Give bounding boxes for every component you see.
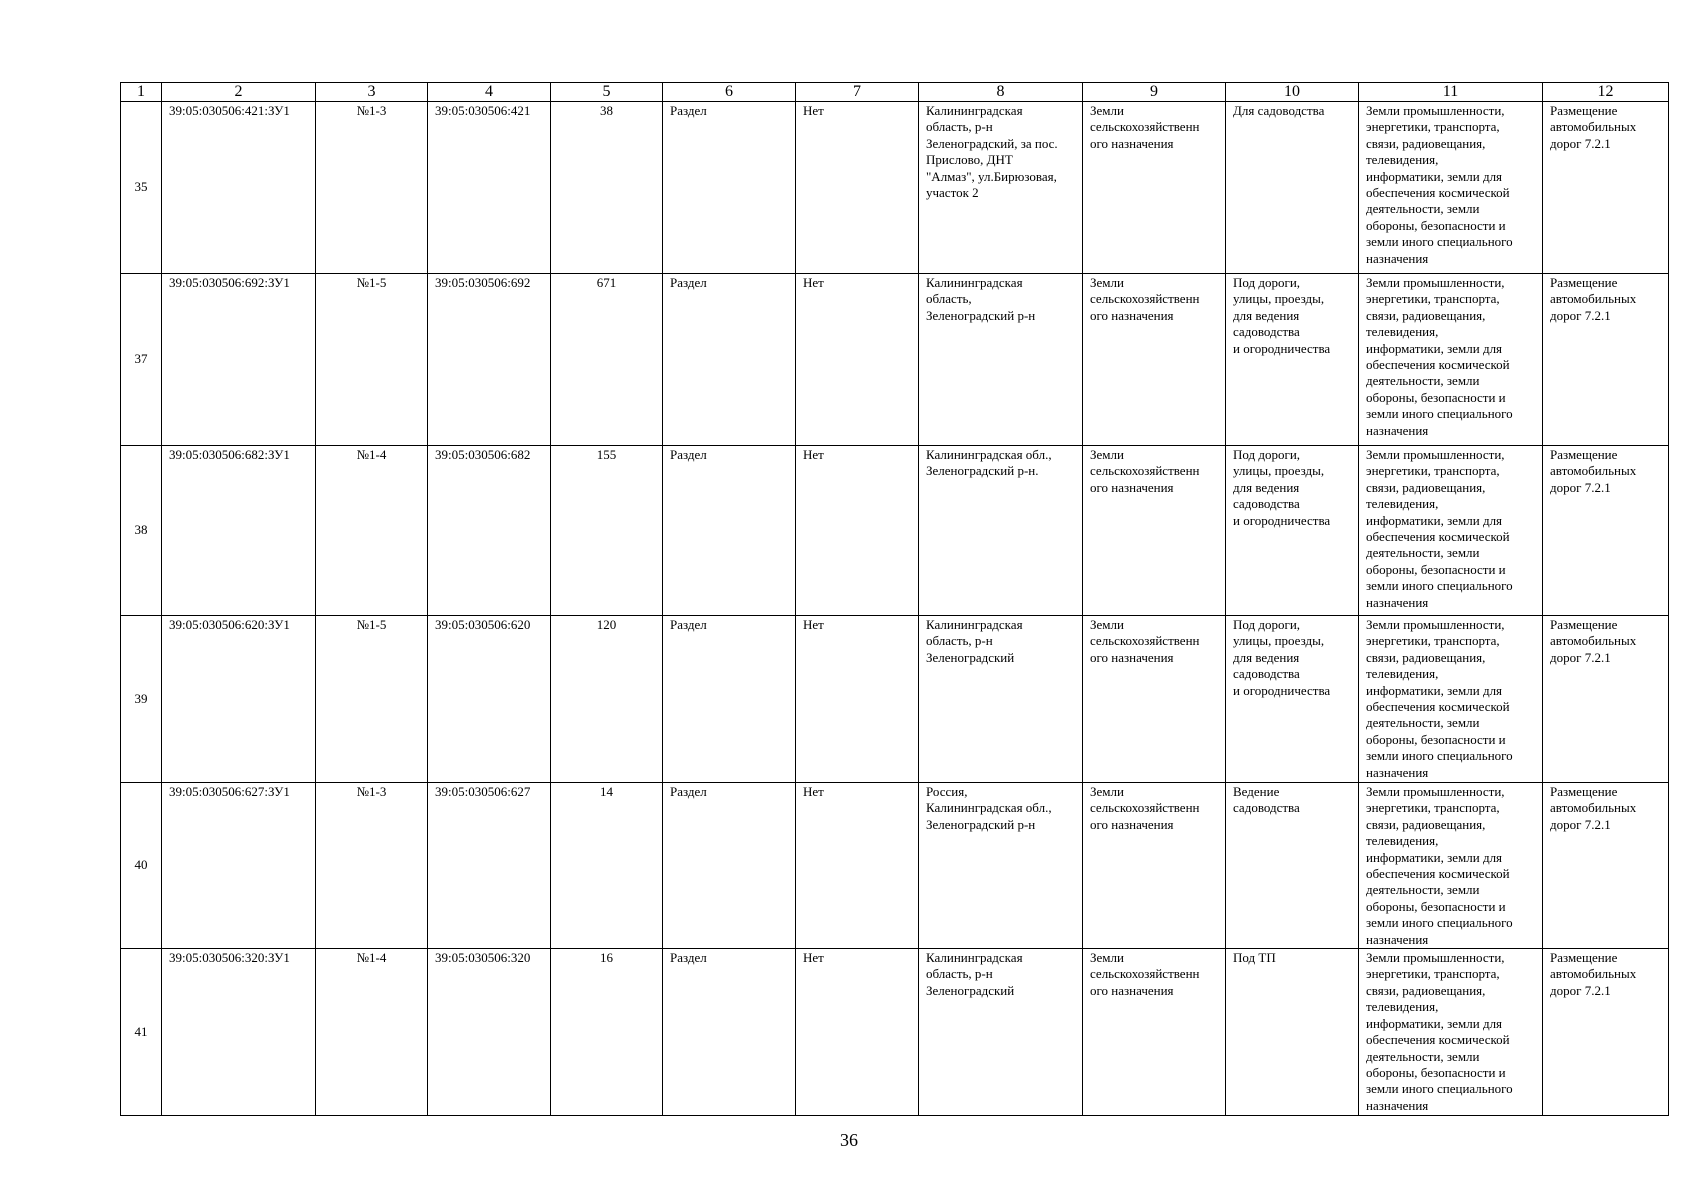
encumbrance: Нет: [796, 783, 919, 949]
formation-method: Раздел: [663, 446, 796, 616]
column-header: 5: [551, 83, 663, 102]
column-header: 8: [919, 83, 1083, 102]
new-land-category: Земли промышленности, энергетики, транспорта, связи, радиовещания, телевидения, информатики, земли для обеспечения космической деятельности, земли обороны, безопасности и земли иного специального назначения: [1359, 949, 1543, 1116]
plot-area: 671: [551, 274, 663, 446]
new-land-category: Земли промышленности, энергетики, транспорта, связи, радиовещания, телевидения, информатики, земли для обеспечения космической деятельности, земли обороны, безопасности и земли иного специального назначения: [1359, 616, 1543, 783]
column-header: 11: [1359, 83, 1543, 102]
column-header: 4: [428, 83, 551, 102]
plot-address: Калининградская область, р-н Зеленоградский: [919, 616, 1083, 783]
source-cadastral-number: 39:05:030506:320: [428, 949, 551, 1116]
table-row: [121, 274, 1669, 446]
source-cadastral-number: 39:05:030506:421: [428, 102, 551, 274]
new-permitted-use: Размещение автомобильных дорог 7.2.1: [1543, 949, 1669, 1116]
new-plot-id: 39:05:030506:421:ЗУ1: [162, 102, 316, 274]
encumbrance: Нет: [796, 616, 919, 783]
permitted-use: Для садоводства: [1226, 102, 1359, 274]
plot-address: Калининградская область, р-н Зеленоградский, за пос. Прислово, ДНТ "Алмаз", ул.Бирюзовая, участок 2: [919, 102, 1083, 274]
table-row: [121, 783, 1669, 949]
column-header: 7: [796, 83, 919, 102]
new-permitted-use: Размещение автомобильных дорог 7.2.1: [1543, 274, 1669, 446]
plot-area: 155: [551, 446, 663, 616]
plot-area: 38: [551, 102, 663, 274]
source-cadastral-number: 39:05:030506:692: [428, 274, 551, 446]
boundary-points: №1-5: [316, 274, 428, 446]
table-row: [121, 446, 1669, 616]
row-number: 37: [121, 274, 162, 446]
new-land-category: Земли промышленности, энергетики, транспорта, связи, радиовещания, телевидения, информатики, земли для обеспечения космической деятельности, земли обороны, безопасности и земли иного специального назначения: [1359, 102, 1543, 274]
new-land-category: Земли промышленности, энергетики, транспорта, связи, радиовещания, телевидения, информатики, земли для обеспечения космической деятельности, земли обороны, безопасности и земли иного специального назначения: [1359, 783, 1543, 949]
column-header: 1: [121, 83, 162, 102]
boundary-points: №1-5: [316, 616, 428, 783]
land-category: Земли сельскохозяйственн ого назначения: [1083, 274, 1226, 446]
new-plot-id: 39:05:030506:320:ЗУ1: [162, 949, 316, 1116]
formation-method: Раздел: [663, 949, 796, 1116]
column-number-header: [121, 83, 1669, 102]
plot-area: 120: [551, 616, 663, 783]
permitted-use: Под дороги, улицы, проезды, для ведения садоводства и огородничества: [1226, 616, 1359, 783]
page-number: 36: [840, 1130, 858, 1150]
permitted-use: Под дороги, улицы, проезды, для ведения садоводства и огородничества: [1226, 446, 1359, 616]
new-land-category: Земли промышленности, энергетики, транспорта, связи, радиовещания, телевидения, информатики, земли для обеспечения космической деятельности, земли обороны, безопасности и земли иного специального назначения: [1359, 446, 1543, 616]
table-row: [121, 616, 1669, 783]
land-category: Земли сельскохозяйственн ого назначения: [1083, 783, 1226, 949]
land-category: Земли сельскохозяйственн ого назначения: [1083, 102, 1226, 274]
table-row: [121, 102, 1669, 274]
encumbrance: Нет: [796, 446, 919, 616]
new-plot-id: 39:05:030506:682:ЗУ1: [162, 446, 316, 616]
boundary-points: №1-3: [316, 102, 428, 274]
row-number: 38: [121, 446, 162, 616]
source-cadastral-number: 39:05:030506:627: [428, 783, 551, 949]
row-number: 39: [121, 616, 162, 783]
plot-address: Россия, Калининградская обл., Зеленоградский р-н: [919, 783, 1083, 949]
permitted-use: Под дороги, улицы, проезды, для ведения садоводства и огородничества: [1226, 274, 1359, 446]
row-number: 41: [121, 949, 162, 1116]
encumbrance: Нет: [796, 274, 919, 446]
column-header: 2: [162, 83, 316, 102]
new-permitted-use: Размещение автомобильных дорог 7.2.1: [1543, 616, 1669, 783]
encumbrance: Нет: [796, 102, 919, 274]
column-header: 6: [663, 83, 796, 102]
new-plot-id: 39:05:030506:620:ЗУ1: [162, 616, 316, 783]
land-plots-table: [120, 82, 1669, 1116]
row-number: 35: [121, 102, 162, 274]
boundary-points: №1-3: [316, 783, 428, 949]
formation-method: Раздел: [663, 102, 796, 274]
boundary-points: №1-4: [316, 949, 428, 1116]
new-plot-id: 39:05:030506:692:ЗУ1: [162, 274, 316, 446]
table-row: [121, 949, 1669, 1116]
plot-address: Калининградская область, р-н Зеленоградский: [919, 949, 1083, 1116]
new-permitted-use: Размещение автомобильных дорог 7.2.1: [1543, 102, 1669, 274]
column-header: 12: [1543, 83, 1669, 102]
new-permitted-use: Размещение автомобильных дорог 7.2.1: [1543, 446, 1669, 616]
new-plot-id: 39:05:030506:627:ЗУ1: [162, 783, 316, 949]
column-header: 3: [316, 83, 428, 102]
land-category: Земли сельскохозяйственн ого назначения: [1083, 446, 1226, 616]
source-cadastral-number: 39:05:030506:620: [428, 616, 551, 783]
formation-method: Раздел: [663, 274, 796, 446]
new-land-category: Земли промышленности, энергетики, транспорта, связи, радиовещания, телевидения, информатики, земли для обеспечения космической деятельности, земли обороны, безопасности и земли иного специального назначения: [1359, 274, 1543, 446]
row-number: 40: [121, 783, 162, 949]
plot-address: Калининградская обл., Зеленоградский р-н.: [919, 446, 1083, 616]
plot-address: Калининградская область, Зеленоградский р-н: [919, 274, 1083, 446]
land-category: Земли сельскохозяйственн ого назначения: [1083, 616, 1226, 783]
permitted-use: Под ТП: [1226, 949, 1359, 1116]
plot-area: 14: [551, 783, 663, 949]
formation-method: Раздел: [663, 783, 796, 949]
source-cadastral-number: 39:05:030506:682: [428, 446, 551, 616]
column-header: 9: [1083, 83, 1226, 102]
permitted-use: Ведение садоводства: [1226, 783, 1359, 949]
boundary-points: №1-4: [316, 446, 428, 616]
encumbrance: Нет: [796, 949, 919, 1116]
plot-area: 16: [551, 949, 663, 1116]
column-header: 10: [1226, 83, 1359, 102]
document-sheet: [120, 82, 1668, 1116]
formation-method: Раздел: [663, 616, 796, 783]
land-category: Земли сельскохозяйственн ого назначения: [1083, 949, 1226, 1116]
new-permitted-use: Размещение автомобильных дорог 7.2.1: [1543, 783, 1669, 949]
